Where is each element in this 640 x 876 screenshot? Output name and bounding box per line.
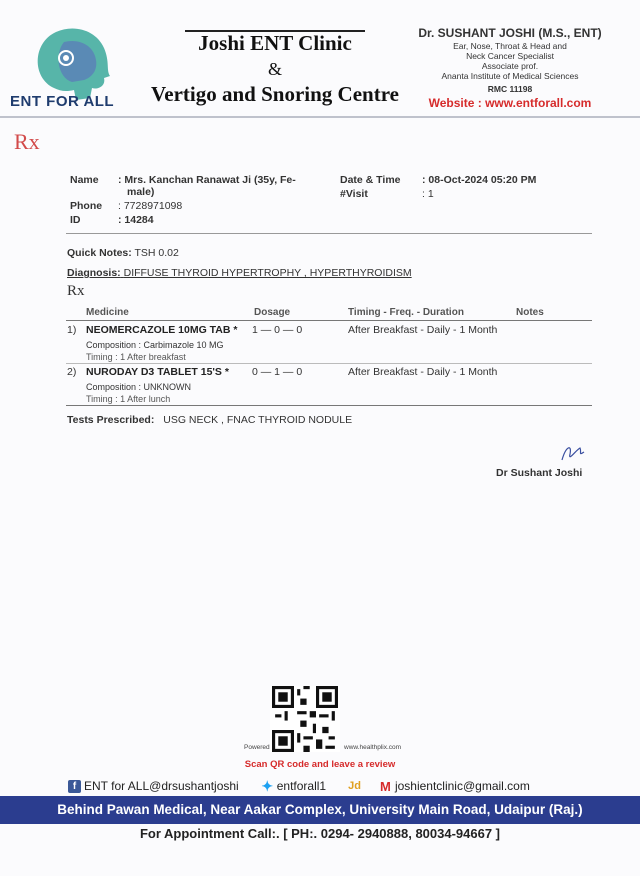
clinic-title [150,28,400,108]
website: Website : www.entforall.com [428,96,592,110]
powered-by: Powered [244,744,270,751]
med-1-composition: Composition : Carbimazole 10 MG [86,340,224,350]
phone-value: : 7728971098 [118,200,183,212]
clinic-name: Joshi ENT Clinic [198,31,352,55]
tests-value: USG NECK , FNAC THYROID NODULE [163,414,353,426]
diagnosis-value: DIFFUSE THYROID HYPERTROPHY , HYPERTHYROIDISM [123,267,412,279]
diagnosis-label: Diagnosis: [67,267,121,279]
quick-notes [67,247,179,259]
col-medicine: Medicine [86,307,129,318]
email-icon: M [380,778,391,794]
doctor-specialty-4: Ananta Institute of Medical Sciences [441,71,579,81]
date-value: : 08-Oct-2024 05:20 PM [422,174,537,186]
quick-notes-value: TSH 0.02 [134,247,179,259]
doctor-specialty-3: Associate prof. [481,61,539,71]
address-bar: Behind Pawan Medical, Near Aakar Complex, University Main Road, Udaipur (Raj.) [0,796,640,824]
signature-name: Dr Sushant Joshi [496,467,583,479]
doctor-name: Dr. SUSHANT JOSHI (M.S., ENT) [418,26,602,40]
visit-label: #Visit [340,188,368,200]
name-value: : Mrs. Kanchan Ranawat Ji (35y, Fe- [118,174,296,186]
justdial-icon[interactable]: Jd [348,780,361,792]
col-timing: Timing - Freq. - Duration [348,307,464,318]
tests-label: Tests Prescribed: [67,414,155,426]
twitter-handle[interactable]: entforall1 [276,779,327,793]
phone-label: Phone [70,200,103,212]
patient-divider [66,233,592,234]
name-value-cont: male) [127,186,155,198]
med-1-schedule: After Breakfast - Daily - 1 Month [348,324,498,336]
twitter-icon: ✦ [261,777,274,794]
facebook-icon: f [68,780,81,793]
quick-notes-label: Quick Notes: [67,247,132,259]
doctor-info [410,26,610,111]
diagnosis [67,267,412,279]
social-links [68,779,530,793]
med-1-name: NEOMERCAZOLE 10MG TAB * [86,324,238,336]
header-divider [0,116,640,118]
med-2-name: NURODAY D3 TABLET 15'S * [86,366,229,378]
med-1-dosage: 1 — 0 — 0 [252,324,303,336]
med-2-schedule: After Breakfast - Daily - 1 Month [348,366,498,378]
med-2-composition: Composition : UNKNOWN [86,382,192,392]
logo-text: ENT FOR ALL [10,93,115,110]
visit-value: : 1 [422,188,434,200]
med-2-timing: Timing : 1 After lunch [86,394,171,404]
col-notes: Notes [516,307,544,318]
clinic-ampersand: & [267,59,282,79]
med-1-timing: Timing : 1 After breakfast [86,352,186,362]
doctor-specialty-2: Neck Cancer Specialist [466,51,554,61]
clinic-subtitle: Vertigo and Snoring Centre [151,82,399,106]
table-bottom-rule [66,405,592,406]
rx-symbol-red: Rx [14,129,40,154]
med-2-num: 2) [67,366,77,378]
rmc-number: RMC 11198 [487,84,533,94]
rx-symbol: Rx [67,283,85,299]
signature-mark [558,442,588,464]
email-address[interactable]: joshientclinic@gmail.com [394,779,530,793]
date-label: Date & Time [340,174,401,186]
healthplix-url[interactable]: www.healthplix.com [344,744,402,751]
id-value: : 14284 [118,214,154,226]
tests-prescribed [67,414,352,426]
qr-code[interactable] [270,686,340,752]
med-2-dosage: 0 — 1 — 0 [252,366,303,378]
doctor-specialty-1: Ear, Nose, Throat & Head and [453,41,567,51]
table-row-rule [66,363,592,364]
scan-qr-text: Scan QR code and leave a review [244,759,396,770]
facebook-handle[interactable]: ENT for ALL@drsushantjoshi [84,779,239,793]
id-label: ID [70,214,81,226]
med-1-num: 1) [67,324,77,336]
name-label: Name [70,174,99,186]
appointment-line: For Appointment Call:. [ PH:. 0294- 2940888, 80034-94667 ] [139,826,501,841]
table-header-rule [66,320,592,321]
col-dosage: Dosage [254,307,291,318]
